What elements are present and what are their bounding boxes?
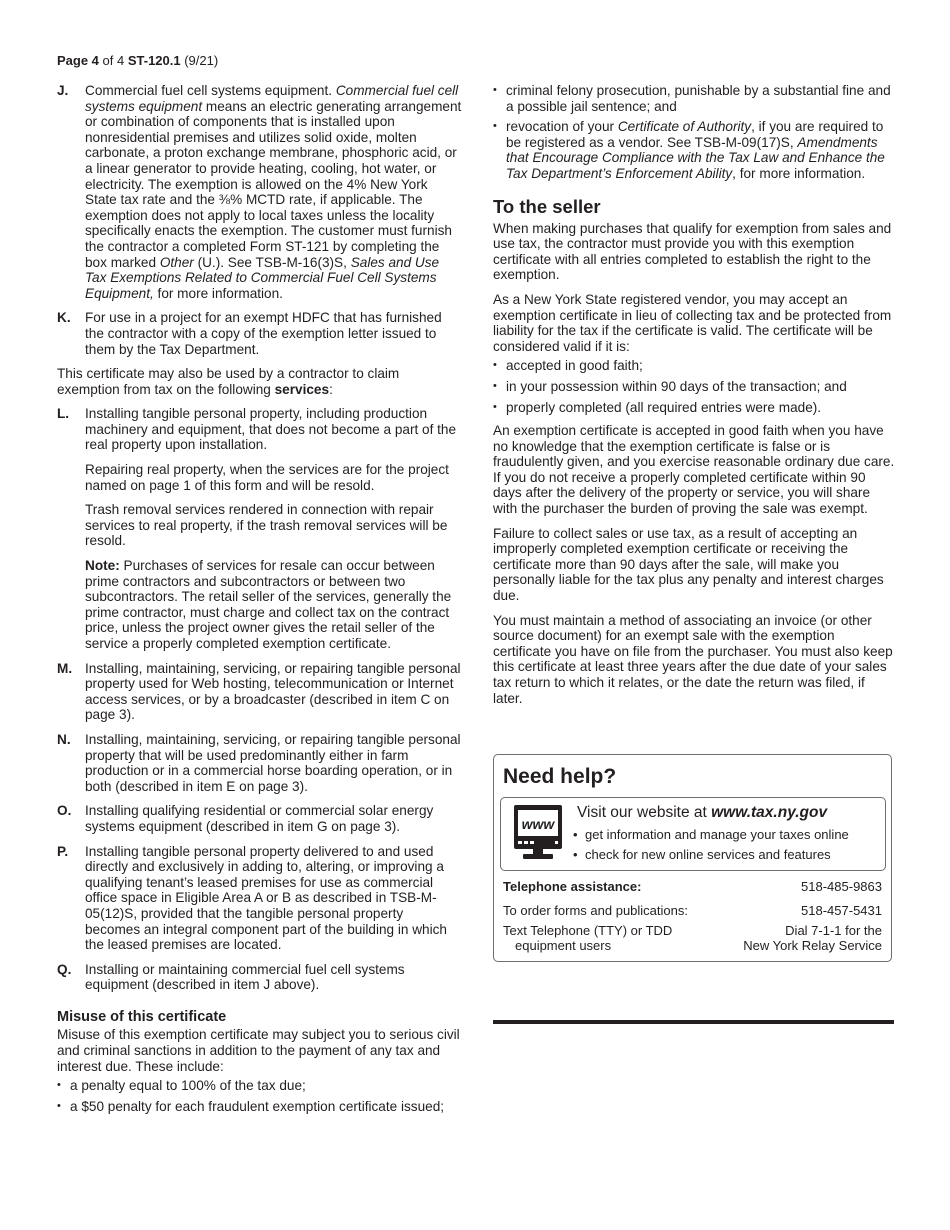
list-item-m [57,661,462,723]
text-segment: (U.). See TSB-M-16(3)S, [193,254,351,270]
visit-text: Visit our website at [577,804,712,821]
services-intro [57,366,462,397]
text-segment: a penalty equal to 100% of the tax due; [70,1078,306,1094]
list-item-q [57,962,462,993]
item-letter: Q. [57,961,72,977]
text-segment: Installing or maintaining commercial fuel cell systems equipment (described in item J above). [85,961,405,993]
list-item-o [57,803,462,834]
item-letter: K. [57,310,71,326]
text-segment: Page 4 [57,53,99,68]
text-segment: properly completed (all required entries were made). [506,399,822,415]
forms-label: To order forms and publications: [503,903,688,918]
misuse-bullets [57,1078,462,1114]
item-paragraph [85,803,462,834]
computer-monitor-icon [513,804,563,862]
text-segment: Purchases of services for resale can occur between prime contractors and subcontractors or between two subcontractors. The retail seller of the services, generally the prime contractor, must charge and collect tax on the contract price, unless the project owner gives the retail seller of the service a properly completed exemption certificate. [85,558,452,651]
item-paragraph [85,558,462,652]
web-bullet: • get information and manage your taxes online [585,827,849,843]
item-paragraph [85,502,462,549]
text-segment: For use in a project for an exempt HDFC that has furnished the contractor with a copy of the exemption letter issued to them by the Tax Department. [85,310,442,357]
seller-heading: To the seller [493,195,601,217]
text-segment: Commercial fuel cell systems equipment. [85,83,336,98]
text-segment: Other [159,254,194,270]
tty-row [503,923,882,953]
text-segment: criminal felony prosecution, punishable by a substantial fine and a possible jail sentence; and [506,83,891,114]
item-paragraph [85,844,462,953]
item-letter: P. [57,843,69,859]
text-segment: Installing tangible personal property, including production machinery and equipment, that does not become a part of the real property upon installation. [85,406,457,453]
seller-paragraph: You must maintain a method of associating an invoice (or other source document) for an exempt sale with the exemption certificate you have on file from the purchaser. You must also keep this certificate at least three years after the due date of your sales tax return to which it relates, or the date the return was filed, if later. [493,612,893,706]
text-segment: means an electric generating arrangement or combination of components that is installed upon nonresidential premises and utilizes solid oxide, molten carbonate, a proton exchange membrane, phosphoric acid, or a linear generator to provide heating, cooling, hot water, or electricity. The exemption is allowed on the 4% New York State tax rate and the ⅜% MCTD rate, if applicable. The exemption does not apply to local taxes unless the locality specifically enacts the exemption. The customer must furnish the contractor a completed Form ST-121 by completing the box marked [85,98,462,270]
seller-paragraph: An exemption certificate is accepted in good faith when you have no knowledge that the exemption certificate is false or is fraudulently given, and you exercise reasonable ordinary due care. If you do not receive a properly completed certificate within 90 days after the delivery of the property or service, you will share with the purchaser the burden of proving the sale was exempt. [493,423,895,517]
item-letter: J. [57,83,69,98]
tty-label: equipment users [515,938,612,953]
bullet-item [493,83,895,114]
text-segment: Trash removal services rendered in connection with repair services to real property, if the trash removal services will be resold. [85,502,448,549]
validity-bullets [493,358,895,415]
item-paragraph [85,83,462,301]
item-letter: M. [57,660,73,676]
text-segment: Amendments that Encourage Compliance with the Tax Law and Enhance the Tax Department’s Enforcement Ability [506,134,885,181]
list-item-k [57,310,462,357]
item-paragraph [85,732,462,794]
web-bullet: • check for new online services and features [585,847,831,863]
text-segment: Installing tangible personal property delivered to and used directly and exclusively in adding to, altering, or improving a qualifying tenant’s leased premises for use as commercial office space in Eligible Area A or B as described in TSB-M-05(12)S, provided that the tangible personal property becomes an integral component part of the building in which the leased premises are located. [85,843,447,953]
divider-rule [493,1020,894,1024]
misuse-bullets-continued [493,83,895,182]
bullet-item [57,1078,462,1094]
seller-paragraph: When making purchases that qualify for exemption from sales and use tax, the contractor must provide you with this exemption certificate with all entries completed to establish the right to the exemption. [493,220,892,283]
text-segment: for more information. [153,285,283,301]
bullet-item [493,358,895,374]
list-item-l [57,406,462,651]
misuse-intro: Misuse of this exemption certificate may subject you to serious civil and criminal sanctions in addition to the payment of any tax and interest due. These include: [57,1027,460,1074]
text-segment: Sales and Use Tax Exemptions Related to Commercial Fuel Cell Systems Equipment, [85,254,440,301]
text-segment: in your possession within 90 days of the transaction; and [506,378,847,394]
text-segment: Installing, maintaining, servicing, or repairing tangible personal property used for Web hosting, telecommunication or Internet access services, or by a broadcaster (described in item C on page 3). [85,660,461,723]
left-column [57,83,462,1119]
text-segment: Repairing real property, when the services are for the project named on page 1 of this form and will be resold. [85,462,449,493]
item-paragraph [85,462,462,493]
item-paragraph [85,310,462,357]
telephone-assistance-row [503,879,882,894]
phone-label: Telephone assistance: [503,879,642,894]
www-label: www [521,816,555,832]
item-paragraph [85,406,462,453]
text-segment: Certificate of Authority [617,119,752,135]
text-segment: Commercial fuel cell systems equipment [85,83,459,114]
forms-row [503,903,882,918]
text-segment: services [274,381,330,397]
item-letter: O. [57,803,72,819]
bullet-item [493,119,895,181]
items-j-k [57,83,462,357]
forms-phone: 518-457-5431 [801,903,882,918]
tty-label: Text Telephone (TTY) or TDD [503,923,673,938]
tty-info: Dial 7-1-1 for the [785,923,882,938]
text-segment: a $50 penalty for each fraudulent exemption certificate issued; [70,1098,445,1114]
bullet-item [57,1099,462,1115]
bullet-item [493,379,895,395]
list-item-p [57,844,462,953]
list-item-n [57,732,462,794]
page-header [57,53,218,69]
text-segment: Note: [85,558,120,574]
text-segment: This certificate may also be used by a contractor to claim exemption from tax on the following [57,366,400,397]
website-box [500,797,886,871]
text-segment: (9/21) [180,53,219,68]
item-letter: N. [57,731,71,747]
text-segment: , for more information. [732,165,866,181]
text-segment: revocation of your [506,119,618,135]
item-paragraph [85,661,462,723]
items-services [57,406,462,993]
text-segment: Installing, maintaining, servicing, or repairing tangible personal property that will be used predominantly either in farm production or in a commercial horse boarding operation, or in both (described in item E on page 3). [85,731,461,794]
item-paragraph [85,962,462,993]
website-line [577,804,827,822]
text-segment: , if you are required to be registered as a vendor. See TSB-M-09(17)S, [506,119,884,150]
need-help-title: Need help? [503,765,617,788]
seller-paragraph: Failure to collect sales or use tax, as a result of accepting an improperly completed exemption certificate or receiving the certificate more than 90 days after the sale, will make you personally liable for the tax plus any penalty and interest charges due. [493,525,884,604]
bullet-item [493,400,895,416]
phone-number: 518-485-9863 [801,879,882,894]
right-column [493,83,895,715]
text-segment: accepted in good faith; [506,358,643,374]
text-segment: : [329,381,333,397]
list-item-j [57,83,462,301]
item-letter: L. [57,406,70,422]
text-segment: of 4 [98,53,128,68]
text-segment: ST-120.1 [127,53,181,68]
text-segment: Installing qualifying residential or commercial solar energy systems equipment (described in item G on page 3). [85,803,434,834]
seller-paragraph: As a New York State registered vendor, you may accept an exemption certificate in lieu of collecting tax and be protected from liability for the tax if the certificate is valid. The certificate will be considered valid if it is: [493,291,892,354]
need-help-box [493,754,892,962]
misuse-heading: Misuse of this certificate [57,1008,227,1025]
website-link[interactable]: www.tax.ny.gov [711,804,828,821]
tty-info: New York Relay Service [743,938,882,953]
